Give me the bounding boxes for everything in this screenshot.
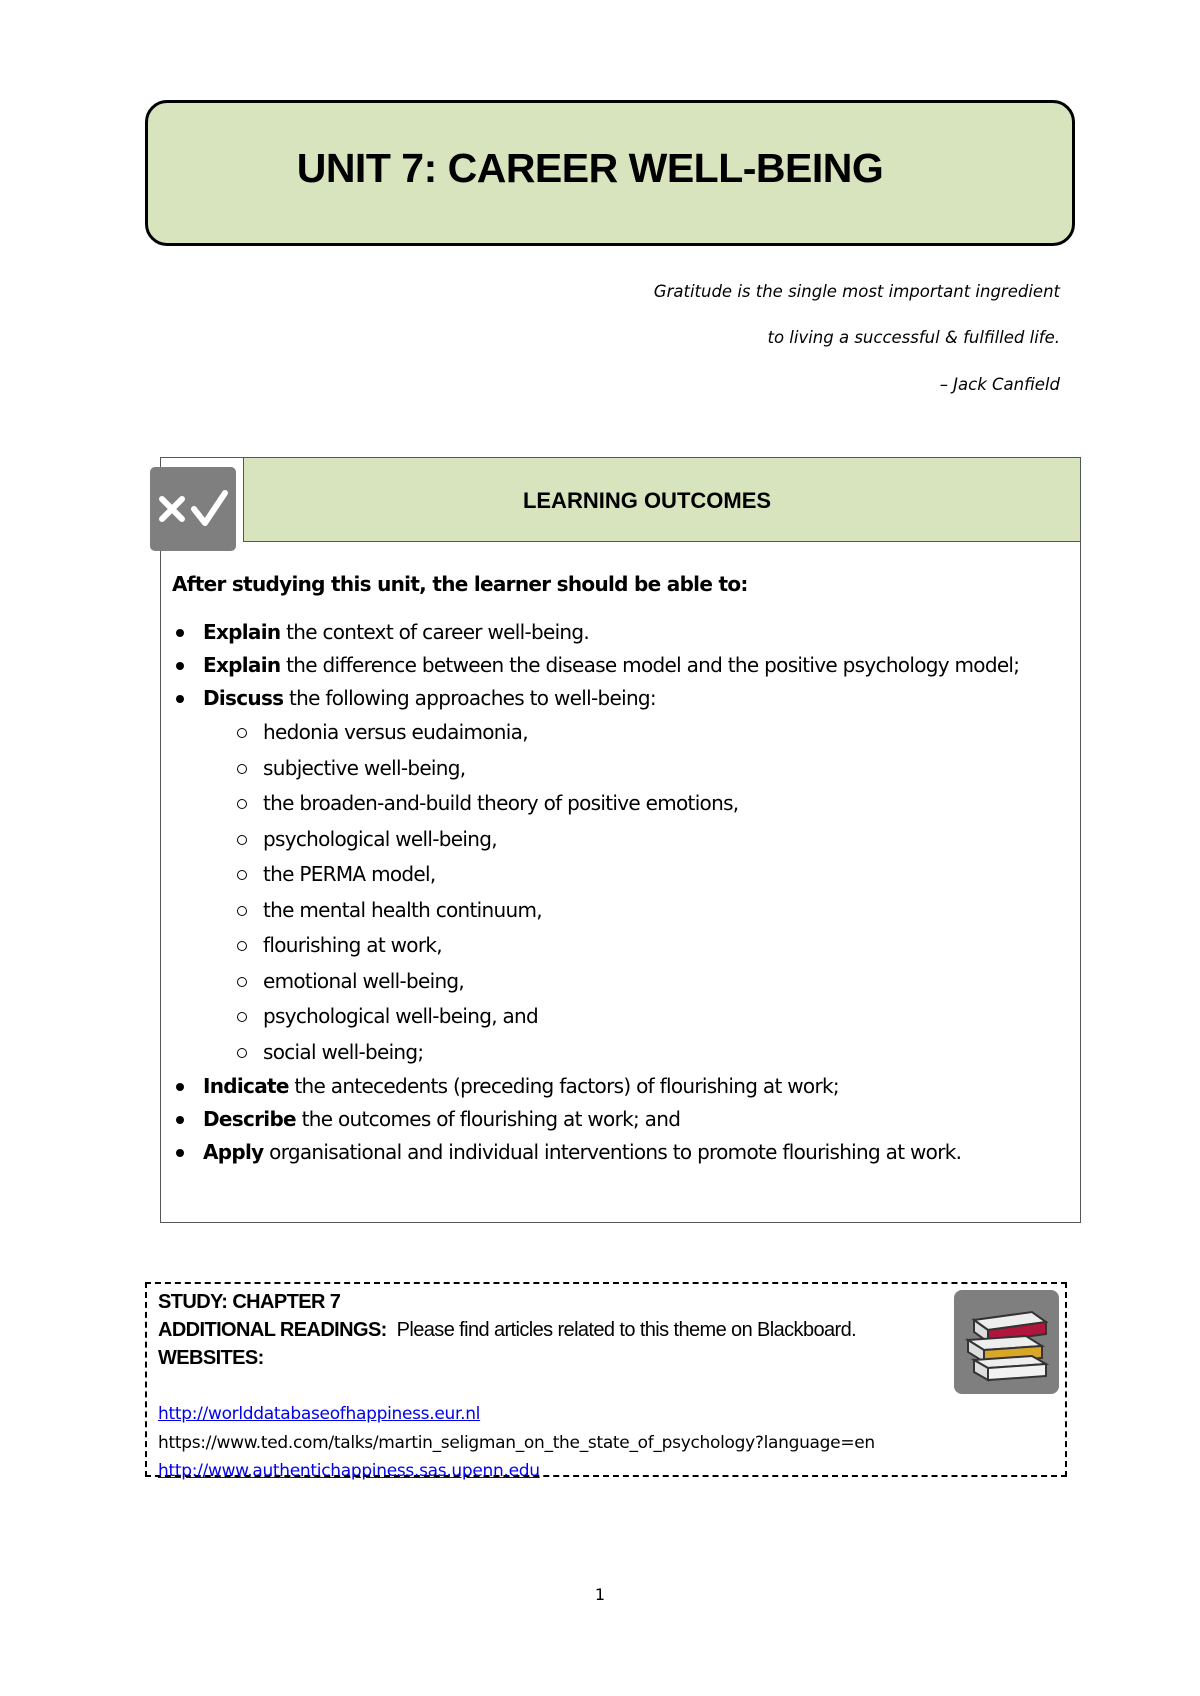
outcome-verb: Explain [203,620,281,644]
outcome-verb: Describe [203,1107,296,1131]
websites-label: WEBSITES: [158,1347,264,1369]
outcome-verb: Explain [203,653,281,677]
sublist-item: subjective well-being, [203,751,1072,787]
unit-title-box [145,100,1075,246]
learning-outcomes-header [243,457,1081,542]
list-item [172,1103,1072,1136]
sublist-item: the mental health continuum, [203,893,1072,929]
list-item [172,1136,1072,1169]
readings-label: ADDITIONAL READINGS: [158,1319,387,1341]
outcome-verb: Apply [203,1140,264,1164]
list-item [172,682,1072,1070]
outcome-text: organisational and individual interventions to promote flourishing at work. [263,1140,962,1164]
outcome-text: the antecedents (preceding factors) of flourishing at work; [288,1074,839,1098]
approaches-sublist [203,715,1072,1070]
outcome-verb: Indicate [203,1074,289,1098]
quote-line-2: to living a successful & fulfilled life. [767,328,1060,347]
quote-line-1: Gratitude is the single most important ingredient [653,282,1060,301]
sublist-item: psychological well-being, [203,822,1072,858]
sublist-item: hedonia versus eudaimonia, [203,715,1072,751]
link-ted-talk-text: https://www.ted.com/talks/martin_seligman_on_the_state_of_psychology?language=en [158,1432,875,1453]
page-number: 1 [594,1585,606,1604]
unit-title: UNIT 7: CAREER WELL-BEING [296,145,884,191]
quote-author: – Jack Canfield [939,375,1060,394]
x-check-icon [150,467,236,551]
outcome-text: the difference between the disease model and the positive psychology model; [280,653,1020,677]
books-icon [954,1290,1059,1394]
outcomes-intro: After studying this unit, the learner should be able to: [172,572,748,596]
sublist-item: flourishing at work, [203,928,1072,964]
sublist-item: the PERMA model, [203,857,1072,893]
sublist-item: emotional well-being, [203,964,1072,1000]
list-item [172,649,1072,682]
outcome-text: the context of career well-being. [280,620,590,644]
study-chapter: STUDY: CHAPTER 7 [158,1291,341,1313]
list-item [172,616,1072,649]
link-authentic-happiness[interactable]: http://www.authentichappiness.sas.upenn.edu [158,1461,540,1481]
outcome-verb: Discuss [203,686,284,710]
outcome-text: the outcomes of flourishing at work; and [295,1107,681,1131]
readings-text: Please find articles related to this theme on Blackboard. [386,1319,857,1341]
sublist-item: social well-being; [203,1035,1072,1071]
list-item [172,1070,1072,1103]
sublist-item: the broaden-and-build theory of positive emotions, [203,786,1072,822]
sublist-item: psychological well-being, and [203,999,1072,1035]
link-world-database-of-happiness[interactable]: http://worlddatabaseofhappiness.eur.nl [158,1404,481,1424]
learning-outcomes-content [172,572,1072,1169]
learning-outcomes-title: LEARNING OUTCOMES [522,488,772,513]
study-content [158,1288,948,1486]
outcomes-list [172,616,1072,1169]
outcome-text: the following approaches to well-being: [283,686,656,710]
